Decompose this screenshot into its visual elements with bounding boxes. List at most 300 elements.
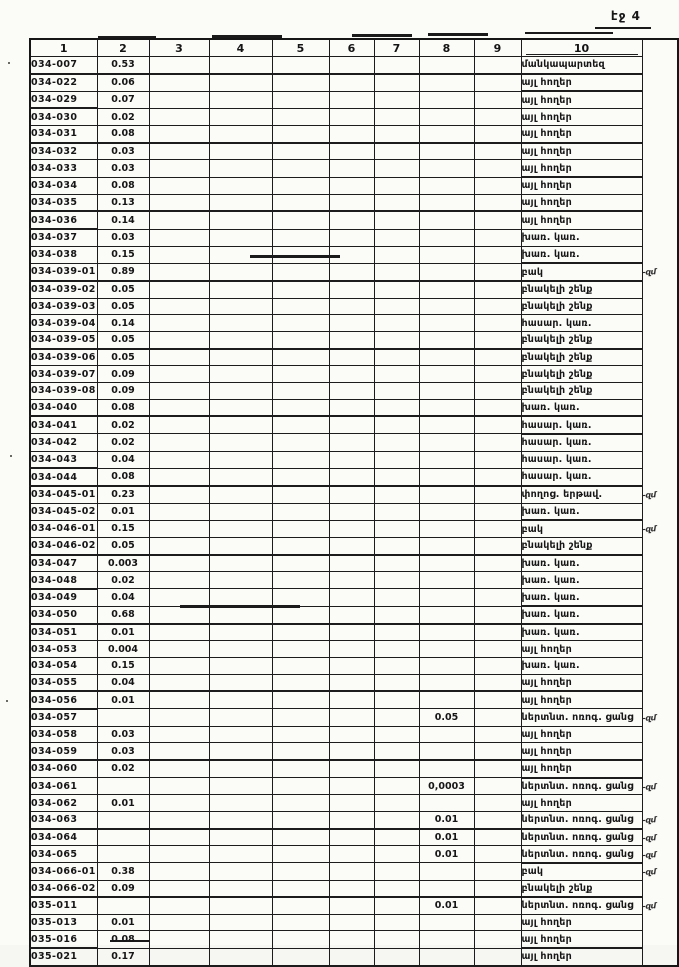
page-number: էջ 4 [610, 9, 641, 23]
empty-cell [209, 366, 272, 383]
col-header-5: 5 [272, 39, 329, 57]
area-value-cell: 0.08 [97, 126, 149, 143]
parcel-code-cell: 034-063 [30, 811, 97, 828]
empty-cell [474, 382, 521, 399]
handwritten-margin-note [642, 433, 678, 452]
secondary-area-cell [419, 91, 474, 108]
parcel-code-cell: 034-056 [30, 691, 97, 709]
land-use-cell: հասար. կառ. [521, 416, 642, 434]
area-value-cell [97, 897, 149, 914]
secondary-area-cell [419, 298, 474, 315]
land-use-cell: խառ. կառ. [521, 555, 642, 572]
empty-cell [149, 143, 209, 160]
empty-cell [329, 229, 374, 246]
land-use-cell: այլ հողեր [521, 674, 642, 691]
table-row [30, 811, 678, 828]
land-use-cell: մանկապարտեզ [521, 57, 642, 74]
empty-cell [149, 657, 209, 674]
table-row [30, 211, 678, 229]
parcel-code-cell: 034-046-01 [30, 520, 97, 537]
land-use-cell: ներտնտ. ոռոգ. ցանց [521, 846, 642, 863]
parcel-code-cell: 034-051 [30, 624, 97, 641]
secondary-area-cell [419, 194, 474, 211]
empty-cell [474, 177, 521, 194]
empty-cell [209, 589, 272, 606]
empty-cell [374, 229, 419, 246]
parcel-code-cell: 034-058 [30, 726, 97, 743]
parcel-code-cell: 034-044 [30, 468, 97, 486]
empty-cell [272, 760, 329, 778]
secondary-area-cell [419, 674, 474, 691]
area-value-cell: 0.004 [97, 641, 149, 658]
empty-cell [374, 451, 419, 468]
empty-cell [329, 194, 374, 211]
handwritten-margin-note: -զմ [642, 849, 656, 860]
parcel-code-cell: 035-013 [30, 914, 97, 931]
secondary-area-cell [419, 486, 474, 503]
empty-cell [149, 503, 209, 520]
parcel-code-cell: 035-021 [30, 948, 97, 966]
empty-cell [149, 211, 209, 229]
table-row [30, 572, 678, 589]
handwritten-margin-note [642, 536, 678, 555]
empty-cell [272, 606, 329, 624]
parcel-code-cell: 034-039-03 [30, 298, 97, 315]
handwritten-margin-note: -զմ [642, 832, 656, 843]
empty-cell [329, 863, 374, 880]
handwritten-margin-note [642, 348, 678, 367]
empty-cell [329, 486, 374, 503]
table-row [30, 589, 678, 606]
parcel-code-cell: 034-043 [30, 451, 97, 468]
area-value-cell [97, 829, 149, 846]
parcel-code-cell: 034-048 [30, 572, 97, 589]
empty-cell [149, 691, 209, 709]
empty-cell [374, 846, 419, 863]
secondary-area-cell [419, 281, 474, 298]
area-value-cell: 0.09 [97, 366, 149, 383]
empty-cell [209, 108, 272, 125]
empty-cell [209, 931, 272, 948]
empty-cell [209, 416, 272, 434]
empty-cell [474, 281, 521, 298]
table-row [30, 760, 678, 778]
empty-cell [272, 91, 329, 108]
parcel-code-cell: 034-059 [30, 743, 97, 760]
empty-cell [272, 468, 329, 486]
empty-cell [329, 606, 374, 624]
parcel-code-cell: 034-057 [30, 709, 97, 726]
empty-cell [149, 281, 209, 298]
empty-cell [474, 589, 521, 606]
empty-cell [272, 366, 329, 383]
table-row [30, 555, 678, 572]
empty-cell [209, 641, 272, 658]
land-use-cell: բնակելի շենք [521, 332, 642, 349]
land-use-cell: խառ. կառ. [521, 572, 642, 589]
area-value-cell: 0.03 [97, 743, 149, 760]
secondary-area-cell [419, 399, 474, 416]
empty-cell [272, 897, 329, 914]
empty-cell [474, 451, 521, 468]
handwritten-margin-note: -զմ [642, 815, 656, 826]
land-use-cell: ներտնտ. ոռոգ. ցանց [521, 897, 642, 914]
empty-cell [149, 451, 209, 468]
parcel-code-cell: 034-039-05 [30, 332, 97, 349]
secondary-area-cell [419, 332, 474, 349]
parcel-code-cell: 034-050 [30, 606, 97, 624]
handwritten-margin-note [642, 56, 678, 75]
empty-cell [149, 829, 209, 846]
table-row [30, 194, 678, 211]
parcel-code-cell: 034-039-04 [30, 315, 97, 332]
empty-cell [374, 281, 419, 298]
empty-cell [272, 846, 329, 863]
parcel-code-cell: 034-045-01 [30, 486, 97, 503]
handwritten-margin-note: -զմ [642, 267, 656, 278]
handwritten-margin-note [642, 588, 678, 607]
area-value-cell: 0.15 [97, 657, 149, 674]
table-row [30, 126, 678, 143]
empty-cell [329, 126, 374, 143]
scan-artifact [352, 34, 412, 37]
empty-cell [209, 451, 272, 468]
parcel-code-cell: 034-022 [30, 74, 97, 92]
land-use-cell: բնակելի շենք [521, 349, 642, 366]
land-use-cell: այլ հողեր [521, 641, 642, 658]
empty-cell [209, 434, 272, 451]
empty-cell [329, 778, 374, 795]
area-value-cell: 0.04 [97, 451, 149, 468]
table-row [30, 160, 678, 177]
empty-cell [474, 416, 521, 434]
parcel-code-cell: 034-061 [30, 778, 97, 795]
empty-cell [272, 726, 329, 743]
empty-cell [149, 91, 209, 108]
parcel-code-cell: 034-053 [30, 641, 97, 658]
handwritten-margin-note [642, 108, 678, 127]
parcel-code-cell: 034-045-02 [30, 503, 97, 520]
area-value-cell: 0.03 [97, 143, 149, 160]
empty-cell [329, 263, 374, 281]
table-row [30, 880, 678, 897]
empty-cell [149, 641, 209, 658]
scan-artifact [525, 32, 613, 34]
parcel-code-cell: 034-032 [30, 143, 97, 160]
land-use-cell: այլ հողեր [521, 211, 642, 229]
area-value-cell [97, 778, 149, 795]
empty-cell [374, 503, 419, 520]
empty-cell [374, 691, 419, 709]
land-use-cell: բնակելի շենք [521, 366, 642, 383]
land-use-cell: ներտնտ. ոռոգ. ցանց [521, 709, 642, 726]
empty-cell [149, 931, 209, 948]
parcel-code-cell: 034-039-08 [30, 382, 97, 399]
area-value-cell: 0.53 [97, 57, 149, 74]
area-value-cell: 0.15 [97, 246, 149, 263]
table-row [30, 399, 678, 416]
area-value-cell: 0.02 [97, 416, 149, 434]
empty-cell [272, 778, 329, 795]
empty-cell [374, 382, 419, 399]
secondary-area-cell: 0,0003 [419, 778, 474, 795]
land-use-cell: այլ հողեր [521, 177, 642, 194]
empty-cell [474, 211, 521, 229]
empty-cell [272, 795, 329, 812]
handwritten-margin-note [642, 605, 678, 624]
empty-cell [474, 931, 521, 948]
empty-cell [374, 657, 419, 674]
scan-speck [10, 455, 12, 457]
land-use-cell: այլ հողեր [521, 194, 642, 211]
secondary-area-cell [419, 246, 474, 263]
table-row [30, 914, 678, 931]
land-use-cell: ներտնտ. ոռոգ. ցանց [521, 778, 642, 795]
area-value-cell: 0.08 [97, 931, 149, 948]
handwritten-margin-note: -զմ [642, 867, 656, 877]
area-value-cell: 0.08 [97, 468, 149, 486]
empty-cell [149, 315, 209, 332]
empty-cell [474, 349, 521, 366]
empty-cell [474, 315, 521, 332]
handwritten-margin-note [642, 759, 678, 778]
empty-cell [474, 194, 521, 211]
empty-cell [374, 743, 419, 760]
empty-cell [272, 572, 329, 589]
empty-cell [329, 434, 374, 451]
empty-cell [474, 126, 521, 143]
area-value-cell: 0.03 [97, 726, 149, 743]
table-row [30, 74, 678, 92]
empty-cell [374, 537, 419, 554]
empty-cell [329, 177, 374, 194]
area-value-cell: 0.13 [97, 194, 149, 211]
empty-cell [329, 709, 374, 726]
empty-cell [149, 914, 209, 931]
empty-cell [374, 399, 419, 416]
empty-cell [209, 795, 272, 812]
empty-cell [149, 57, 209, 74]
secondary-area-cell [419, 914, 474, 931]
empty-cell [329, 948, 374, 966]
area-value-cell: 0.08 [97, 177, 149, 194]
area-value-cell: 0.01 [97, 624, 149, 641]
area-value-cell: 0.03 [97, 160, 149, 177]
land-use-cell: խառ. կառ. [521, 624, 642, 641]
secondary-area-cell [419, 641, 474, 658]
empty-cell [272, 263, 329, 281]
empty-cell [209, 743, 272, 760]
table-row [30, 298, 678, 315]
empty-cell [149, 589, 209, 606]
empty-cell [374, 829, 419, 846]
empty-cell [272, 520, 329, 537]
empty-cell [272, 691, 329, 709]
table-row [30, 315, 678, 332]
empty-cell [149, 416, 209, 434]
empty-cell [329, 416, 374, 434]
handwritten-margin-note [642, 742, 678, 761]
empty-cell [329, 674, 374, 691]
parcel-code-cell: 034-055 [30, 674, 97, 691]
empty-cell [329, 143, 374, 160]
secondary-area-cell [419, 57, 474, 74]
secondary-area-cell [419, 74, 474, 92]
empty-cell [209, 606, 272, 624]
empty-cell [374, 143, 419, 160]
empty-cell [474, 811, 521, 828]
empty-cell [374, 948, 419, 966]
empty-cell [329, 399, 374, 416]
area-value-cell: 0.05 [97, 537, 149, 554]
empty-cell [374, 263, 419, 281]
empty-cell [209, 709, 272, 726]
empty-cell [374, 726, 419, 743]
empty-cell [149, 399, 209, 416]
land-use-cell: այլ հողեր [521, 760, 642, 778]
parcel-code-cell: 034-060 [30, 760, 97, 778]
empty-cell [209, 160, 272, 177]
empty-cell [329, 349, 374, 366]
land-use-cell: բակ [521, 263, 642, 281]
area-value-cell: 0.02 [97, 572, 149, 589]
empty-cell [149, 778, 209, 795]
empty-cell [209, 880, 272, 897]
parcel-code-cell: 034-049 [30, 589, 97, 606]
empty-cell [272, 914, 329, 931]
empty-cell [474, 298, 521, 315]
secondary-area-cell [419, 451, 474, 468]
col-header-7: 7 [374, 39, 419, 57]
secondary-area-cell [419, 726, 474, 743]
secondary-area-cell [419, 468, 474, 486]
table-row [30, 674, 678, 691]
handwritten-margin-note [642, 554, 678, 573]
empty-cell [209, 503, 272, 520]
area-value-cell: 0.02 [97, 760, 149, 778]
empty-cell [474, 624, 521, 641]
land-use-cell: այլ հողեր [521, 126, 642, 143]
empty-cell [149, 897, 209, 914]
area-value-cell: 0.02 [97, 108, 149, 125]
empty-cell [272, 863, 329, 880]
land-use-cell: այլ հողեր [521, 74, 642, 92]
col-header-2: 2 [97, 39, 149, 57]
parcel-code-cell: 034-062 [30, 795, 97, 812]
col-header-6: 6 [329, 39, 374, 57]
land-use-cell: բակ [521, 520, 642, 537]
empty-cell [329, 160, 374, 177]
empty-cell [209, 281, 272, 298]
empty-cell [149, 434, 209, 451]
empty-cell [329, 211, 374, 229]
empty-cell [272, 194, 329, 211]
empty-cell [374, 349, 419, 366]
col-header-1: 1 [30, 39, 97, 57]
area-value-cell [97, 846, 149, 863]
handwritten-margin-note [642, 331, 678, 350]
table-row [30, 177, 678, 194]
col-header-3: 3 [149, 39, 209, 57]
col-header-4: 4 [209, 39, 272, 57]
parcel-code-cell: 034-066-02 [30, 880, 97, 897]
empty-cell [209, 57, 272, 74]
empty-cell [329, 657, 374, 674]
parcel-code-cell: 034-047 [30, 555, 97, 572]
table-row [30, 709, 678, 726]
empty-cell [374, 897, 419, 914]
empty-cell [474, 143, 521, 160]
empty-cell [474, 641, 521, 658]
empty-cell [209, 143, 272, 160]
table-body [30, 57, 678, 966]
empty-cell [272, 503, 329, 520]
secondary-area-cell [419, 948, 474, 966]
empty-cell [149, 846, 209, 863]
secondary-area-cell [419, 520, 474, 537]
empty-cell [474, 863, 521, 880]
empty-cell [474, 434, 521, 451]
table-row [30, 520, 678, 537]
area-value-cell: 0.14 [97, 315, 149, 332]
area-value-cell: 0.01 [97, 691, 149, 709]
secondary-area-cell [419, 349, 474, 366]
empty-cell [149, 537, 209, 554]
land-use-cell: հասար. կառ. [521, 434, 642, 451]
area-value-cell: 0.38 [97, 863, 149, 880]
land-use-cell: այլ հողեր [521, 743, 642, 760]
margin-column [642, 39, 678, 57]
parcel-code-cell: 034-039-02 [30, 281, 97, 298]
area-value-cell [97, 709, 149, 726]
empty-cell [329, 520, 374, 537]
parcel-code-cell: 034-037 [30, 229, 97, 246]
handwritten-margin-note [642, 913, 678, 931]
empty-cell [374, 91, 419, 108]
empty-cell [374, 641, 419, 658]
empty-cell [209, 846, 272, 863]
empty-cell [149, 555, 209, 572]
parcel-code-cell: 034-064 [30, 829, 97, 846]
empty-cell [272, 74, 329, 92]
empty-cell [272, 382, 329, 399]
empty-cell [272, 811, 329, 828]
empty-cell [374, 863, 419, 880]
empty-cell [209, 811, 272, 828]
empty-cell [149, 332, 209, 349]
empty-cell [474, 726, 521, 743]
scan-speck [6, 700, 8, 702]
handwritten-margin-note [642, 571, 678, 590]
land-use-cell: այլ հողեր [521, 108, 642, 125]
table-row [30, 281, 678, 298]
empty-cell [374, 674, 419, 691]
area-value-cell: 0.01 [97, 795, 149, 812]
empty-cell [149, 108, 209, 125]
empty-cell [209, 382, 272, 399]
empty-cell [209, 315, 272, 332]
area-value-cell: 0.03 [97, 229, 149, 246]
table-row [30, 263, 678, 281]
secondary-area-cell [419, 795, 474, 812]
empty-cell [272, 555, 329, 572]
parcel-code-cell: 034-034 [30, 177, 97, 194]
empty-cell [329, 382, 374, 399]
empty-cell [329, 880, 374, 897]
area-value-cell: 0.89 [97, 263, 149, 281]
empty-cell [329, 641, 374, 658]
secondary-area-cell [419, 503, 474, 520]
